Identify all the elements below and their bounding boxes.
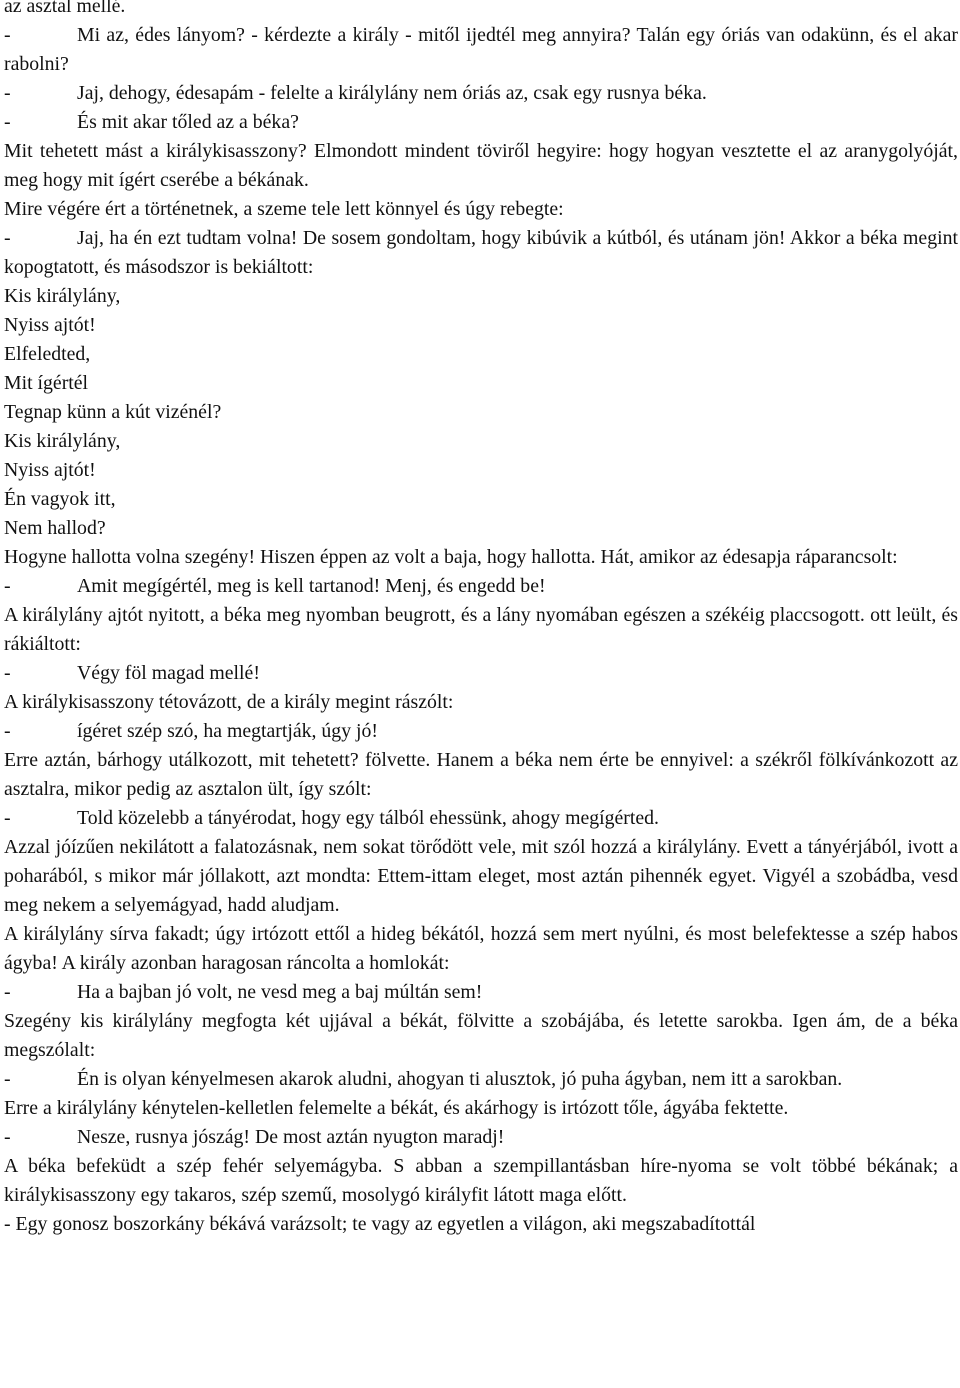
paragraph: - Egy gonosz boszorkány békává varázsolt; te vagy az egyetlen a világon, aki megszabadítottál [4, 1213, 756, 1235]
dialogue-dash: - [4, 807, 11, 829]
paragraph: Nyiss ajtót! [4, 459, 96, 481]
dialogue-dash: - [4, 1068, 11, 1090]
dialogue-text: Mi az, édes lányom? - kérdezte a király - mitől ijedtél meg annyira? Talán egy óriás van odakünn, és el akar rabolni? [4, 24, 958, 75]
dialogue-dash: - [4, 720, 11, 742]
dialogue-dash: - [4, 1126, 11, 1148]
paragraph: Mit tehetett mást a királykisasszony? Elmondott mindent töviről hegyire: hogy hogyan vesztette el az aranygolyóját, meg hogy mit ígért cserébe a békának. [4, 140, 958, 191]
dialogue-dash: - [4, 575, 11, 597]
paragraph: az asztal mellé. [4, 0, 126, 17]
paragraph: Kis királylány, [4, 430, 121, 452]
paragraph: Én vagyok itt, [4, 488, 116, 510]
dialogue-text: Amit megígértél, meg is kell tartanod! Menj, és engedd be! [77, 575, 546, 597]
paragraph: Tegnap künn a kút vizénél? [4, 401, 222, 423]
dialogue-line [4, 572, 958, 601]
dialogue-text: Nesze, rusnya jószág! De most aztán nyugton maradj! [77, 1126, 505, 1148]
dialogue-line [4, 21, 958, 79]
dialogue-dash: - [4, 981, 11, 1003]
paragraph: Kis királylány, [4, 285, 121, 307]
dialogue-dash: - [4, 24, 11, 46]
dialogue-line [4, 1123, 958, 1152]
paragraph: A királykisasszony tétovázott, de a király megint rászólt: [4, 691, 454, 713]
dialogue-text: Jaj, dehogy, édesapám - felelte a királylány nem óriás az, csak egy rusnya béka. [77, 82, 707, 104]
dialogue-dash: - [4, 227, 11, 249]
dialogue-line [4, 804, 958, 833]
paragraph: Azzal jóízűen nekilátott a falatozásnak, nem sokat törődött vele, mit szól hozzá a királylány. Evett a tányérjából, ivott a poharából, s mikor már jóllakott, azt mondta: Ettem-ittam eleget, most aztán pihennék egyet. Vigyél a szobádba, vesd meg nekem a selyemágyad, hadd aludjam. [4, 836, 958, 916]
dialogue-line [4, 224, 958, 282]
dialogue-text: Ha a bajban jó volt, ne vesd meg a baj múltán sem! [77, 981, 483, 1003]
paragraph: Erre a királylány kénytelen-kelletlen felemelte a békát, és akárhogy is irtózott tőle, ágyába fektette. [4, 1097, 789, 1119]
dialogue-text: Én is olyan kényelmesen akarok aludni, ahogyan ti alusztok, jó puha ágyban, nem itt a sarokban. [77, 1068, 843, 1090]
dialogue-line [4, 1065, 958, 1094]
paragraph: Elfeledted, [4, 343, 91, 365]
paragraph: Mire végére ért a történetnek, a szeme tele lett könnyel és úgy rebegte: [4, 198, 564, 220]
paragraph: Nyiss ajtót! [4, 314, 96, 336]
dialogue-text: Jaj, ha én ezt tudtam volna! De sosem gondoltam, hogy kibúvik a kútból, és utánam jön! Akkor a béka megint kopogtatott, és másodszor is bekiáltott: [4, 227, 958, 278]
paragraph: A királylány ajtót nyitott, a béka meg nyomban beugrott, és a lány nyomában egészen a székéig placcsogott. ott leült, és rákiáltott: [4, 604, 958, 655]
dialogue-line [4, 659, 958, 688]
paragraph: A királylány sírva fakadt; úgy irtózott ettől a hideg békától, hozzá sem mert nyúlni, és most belefektesse a szép habos ágyba! A király azonban haragosan ráncolta a homlokát: [4, 923, 958, 974]
dialogue-dash: - [4, 82, 11, 104]
dialogue-text: Végy föl magad mellé! [77, 662, 260, 684]
paragraph: Mit ígértél [4, 372, 89, 394]
paragraph: Hogyne hallotta volna szegény! Hiszen éppen az volt a baja, hogy hallotta. Hát, amikor az édesapja ráparancsolt: [4, 546, 898, 568]
dialogue-line [4, 978, 958, 1007]
paragraph: Nem hallod? [4, 517, 106, 539]
dialogue-text: ígéret szép szó, ha megtartják, úgy jó! [77, 720, 379, 742]
dialogue-text: Told közelebb a tányérodat, hogy egy tálból ehessünk, ahogy megígérted. [77, 807, 659, 829]
paragraph: A béka befeküdt a szép fehér selyemágyba. S abban a szempillantásban híre-nyoma se volt többé békának; a királykisasszony egy takaros, szép szemű, mosolygó királyfit látott maga előtt. [4, 1155, 958, 1206]
dialogue-dash: - [4, 662, 11, 684]
dialogue-dash: - [4, 111, 11, 133]
dialogue-line [4, 79, 958, 108]
dialogue-text: És mit akar tőled az a béka? [77, 111, 299, 133]
dialogue-line [4, 108, 958, 137]
dialogue-line [4, 717, 958, 746]
paragraph: Szegény kis királylány megfogta két ujjával a békát, fölvitte a szobájába, és letette sarokba. Igen ám, de a béka megszólalt: [4, 1010, 958, 1061]
paragraph: Erre aztán, bárhogy utálkozott, mit tehetett? fölvette. Hanem a béka nem érte be ennyivel: a székről fölkívánkozott az asztalra, mikor pedig az asztalon ült, így szólt: [4, 749, 958, 800]
